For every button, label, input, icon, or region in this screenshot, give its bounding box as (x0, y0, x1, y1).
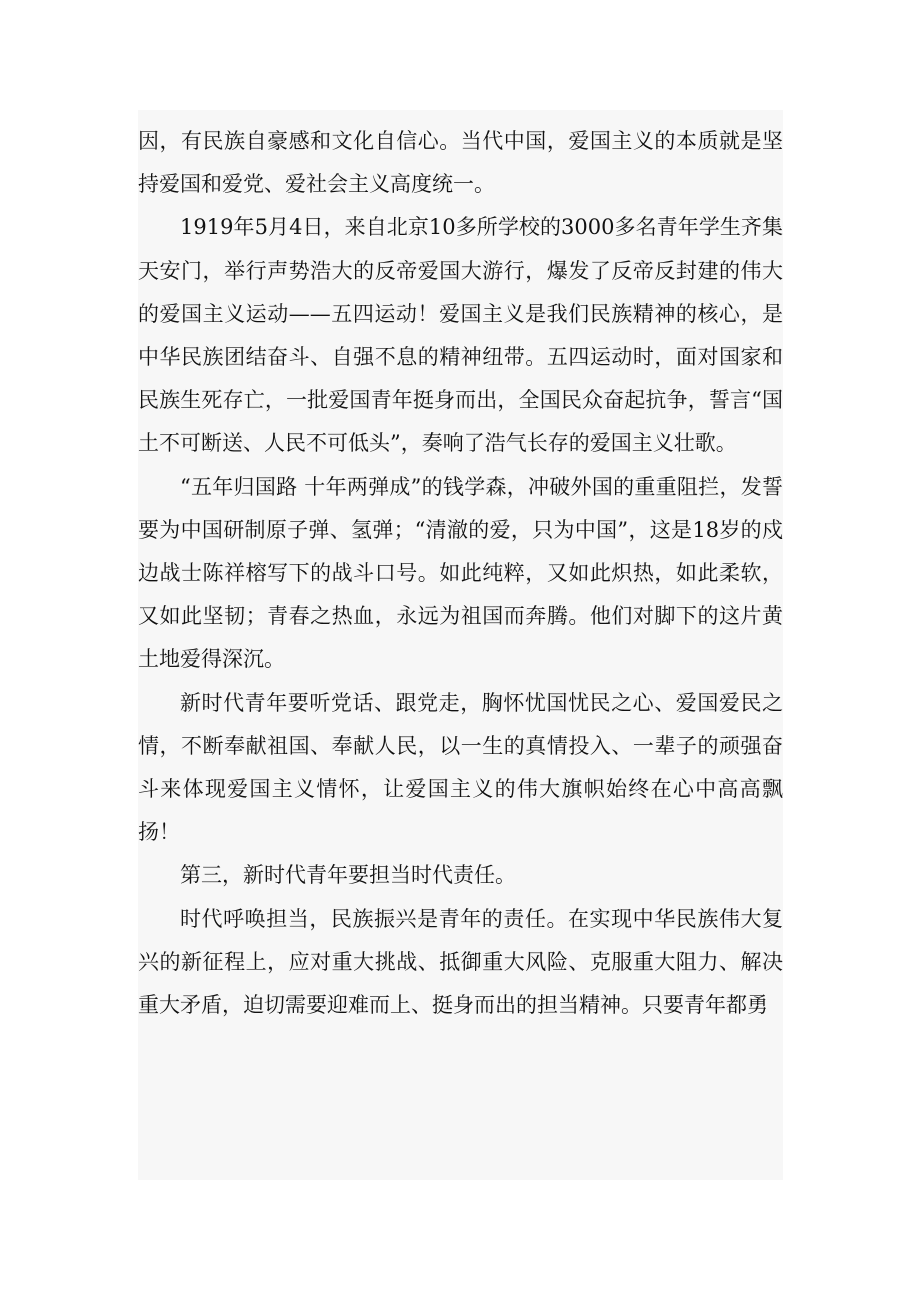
paragraph-5: 第三，新时代青年要担当时代责任。 (180, 863, 516, 888)
paragraph-6: 时代呼唤担当，民族振兴是青年的责任。在实现中华民族伟大复兴的新征程上，应对重大挑战、抵御重大风险、克服重大阻力、解决重大矛盾，迫切需要迎难而上、挺身而出的担当精神。只要青年都勇 (138, 906, 783, 1018)
paragraph-2: 1919年5月4日，来自北京10多所学校的3000多名青年学生齐集天安门，举行声势浩大的反帝爱国大游行，爆发了反帝反封建的伟大的爱国主义运动——五四运动！爱国主义是我们民族精神的核心，是中华民族团结奋斗、自强不息的精神纽带。五四运动时，面对国家和民族生死存亡，一批爱国青年挺身而出，全国民众奋起抗争，誓言“国土不可断送、人民不可低头”，奏响了浩气长存的爱国主义壮歌。 (138, 215, 783, 456)
paragraph-3: “五年归国路 十年两弹成”的钱学森，冲破外国的重重阻拦，发誓要为中国研制原子弹、氢弹；“清澈的爱，只为中国”，这是18岁的戍边战士陈祥榕写下的战斗口号。如此纯粹，又如此炽热，如此柔软，又如此坚韧；青春之热血，永远为祖国而奔腾。他们对脚下的这片黄土地爱得深沉。 (138, 474, 783, 672)
text-block (138, 110, 783, 1180)
paragraph-4: 新时代青年要听党话、跟党走，胸怀忧国忧民之心、爱国爱民之情，不断奉献祖国、奉献人民，以一生的真情投入、一辈子的顽强奋斗来体现爱国主义情怀，让爱国主义的伟大旗帜始终在心中高高飘扬！ (138, 690, 783, 845)
paragraph-1: 因，有民族自豪感和文化自信心。当代中国，爱国主义的本质就是坚持爱国和爱党、爱社会主义高度统一。 (138, 129, 783, 197)
